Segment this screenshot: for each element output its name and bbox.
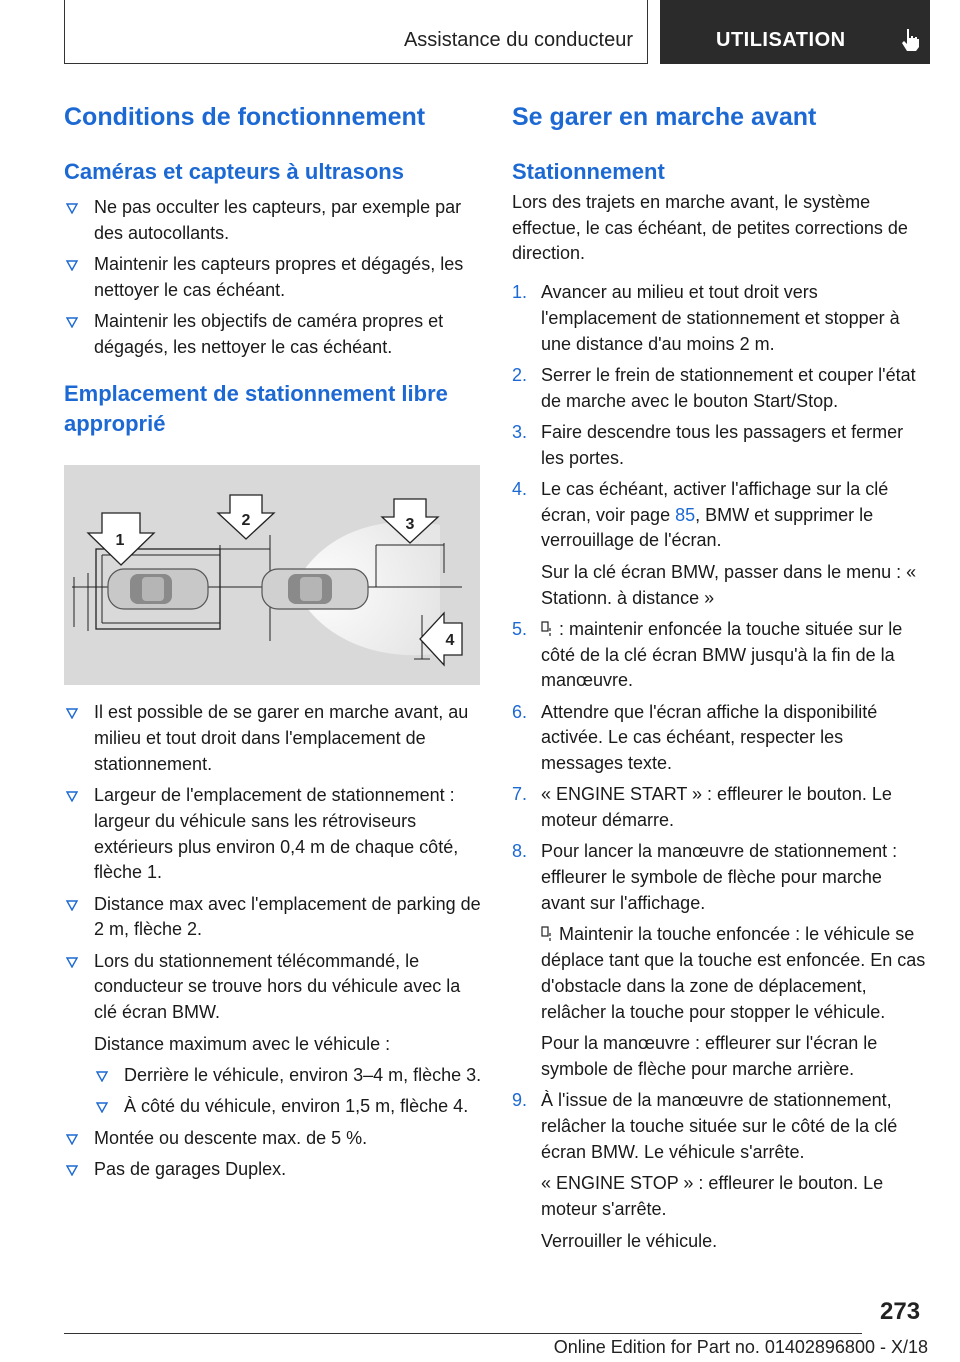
hand-pointer-icon	[898, 27, 922, 53]
bullet-triangle-icon	[66, 900, 78, 911]
subheading-parking: Stationnement	[512, 159, 665, 184]
bullet-triangle-icon	[66, 317, 78, 328]
header-section-box	[64, 0, 648, 64]
list-item: Derrière le véhicule, environ 3–4 m, flèche 3.	[94, 1063, 482, 1089]
key-button-icon	[541, 621, 553, 637]
subheading-cameras: Caméras et capteurs à ultrasons	[64, 159, 404, 184]
right-column	[512, 100, 928, 1260]
heading-conditions: Conditions de fonctionnement	[64, 103, 426, 131]
list-item: Largeur de l'emplacement de stationnement : largeur du véhicule sans les rétroviseurs extérieurs plus environ 0,4 m de chaque côté, flèche 1.	[64, 783, 482, 886]
step-note: Pour la manœuvre : effleurer sur l'écran le symbole de flèche pour marche arrière.	[541, 1033, 878, 1079]
step-item: 7. « ENGINE START » : effleurer le bouton. Le moteur démarre.	[512, 784, 892, 831]
bullet-triangle-icon	[66, 260, 78, 271]
step-item: 9. À l'issue de la manœuvre de stationnement, relâcher la touche située sur le côté de la clé écran BMW. Le véhicule s'arrête. « ENGINE STOP » : effleurer le bouton. Le moteur s'arrête. Verrouiller le véhicule.	[512, 1088, 928, 1254]
approaching-car	[262, 569, 368, 609]
step-item: 8. Pour lancer la manœuvre de stationnement : effleurer le symbole de flèche pour marche avant sur l'affichage. Maintenir la touche enfoncée : le véhicule se déplace tant que la touche est enfoncée. En cas d'obstacle dans la zone de déplacement, relâcher la touche pour stopper le véhicule. Pour la manœuvre : effleurer sur l'écran le symbole de flèche pour marche arrière.	[512, 839, 928, 1082]
list-item: Montée ou descente max. de 5 %.	[64, 1126, 482, 1152]
key-button-icon	[541, 926, 553, 942]
arrow-1-icon	[88, 513, 154, 565]
distance-intro: Distance maximum avec le véhicule :	[94, 1033, 391, 1054]
step-item: 4. Le cas échéant, activer l'affichage sur la clé écran, voir page 85, BMW et supprimer le verrouillage de l'écran. Sur la clé écran BMW, passer dans le menu : « Stationn. à distance »	[512, 477, 928, 612]
list-item: Il est possible de se garer en marche avant, au milieu et tout droit dans l'emplacement de stationnement.	[64, 700, 482, 777]
list-item: Maintenir les objectifs de caméra propres et dégagés, les nettoyer le cas échéant.	[64, 309, 482, 360]
intro-paragraph: Lors des trajets en marche avant, le système effectue, le cas échéant, de petites corrections de direction.	[512, 192, 908, 264]
svg-text:1: 1	[115, 532, 125, 550]
arrow-2-icon	[218, 495, 274, 539]
step-item: 3. Faire descendre tous les passagers et fermer les portes.	[512, 421, 904, 468]
step-item: 2. Serrer le frein de stationnement et couper l'état de marche avec le bouton Start/Stop.	[512, 364, 916, 411]
list-item: À côté du véhicule, environ 1,5 m, flèche 4.	[94, 1094, 482, 1120]
parking-conditions-list	[64, 700, 482, 1182]
bullet-triangle-icon	[96, 1102, 108, 1113]
step-item: 5. : maintenir enfoncée la touche située sur le côté de la clé écran BMW jusqu'à la fin de la manœuvre.	[512, 618, 903, 691]
chapter-title: UTILISATION	[716, 29, 846, 51]
step-item: 6. Attendre que l'écran affiche la disponibilité activée. Le cas échéant, respecter les messages texte.	[512, 701, 878, 774]
svg-text:4: 4	[445, 632, 455, 650]
list-item: Pas de garages Duplex.	[64, 1157, 482, 1183]
svg-text:2: 2	[241, 512, 251, 530]
parked-car	[108, 569, 208, 609]
list-item: Distance max avec l'emplacement de parking de 2 m, flèche 2.	[64, 892, 482, 943]
parking-diagram	[64, 465, 480, 685]
step-item: 1. Avancer au milieu et tout droit vers l'emplacement de stationnement et stopper à une distance d'au moins 2 m.	[512, 282, 900, 354]
header-chapter-box	[660, 0, 930, 64]
svg-text:3: 3	[405, 516, 415, 534]
list-item: Ne pas occulter les capteurs, par exemple par des autocollants.	[64, 195, 482, 246]
edition-footer: Online Edition for Part no. 01402896800 - X/18	[553, 1337, 928, 1357]
step-note: Maintenir la touche enfoncée : le véhicule se déplace tant que la touche est enfoncée. En cas d'obstacle dans la zone de déplacement, relâcher la touche pour stopper le véhicule.	[541, 924, 926, 1022]
heading-forward-parking: Se garer en marche avant	[512, 103, 817, 131]
section-title: Assistance du conducteur	[403, 29, 633, 51]
footer-divider	[64, 1333, 862, 1334]
bullet-triangle-icon	[66, 1134, 78, 1145]
bullet-triangle-icon	[66, 791, 78, 802]
page-link[interactable]: 85	[675, 504, 696, 525]
bullet-triangle-icon	[66, 708, 78, 719]
page-number: 273	[880, 1298, 921, 1325]
subheading-parking-space: Emplacement de stationnement libre approprié	[64, 381, 448, 437]
step-note: Verrouiller le véhicule.	[541, 1230, 718, 1251]
bullet-triangle-icon	[66, 957, 78, 968]
step-note: Sur la clé écran BMW, passer dans le menu : « Stationn. à distance »	[541, 561, 917, 608]
distance-sublist	[94, 1063, 482, 1120]
bullet-triangle-icon	[66, 1165, 78, 1176]
bullet-triangle-icon	[66, 203, 78, 214]
procedure-steps	[512, 280, 928, 1254]
list-item: Maintenir les capteurs propres et dégagés, les nettoyer le cas échéant.	[64, 252, 482, 303]
left-column	[64, 100, 482, 1188]
list-item: Lors du stationnement télécommandé, le conducteur se trouve hors du véhicule avec la clé écran BMW. Distance maximum avec le véhicule : Derrière le véhicule, environ 3–4 m, flèche 3. À côté du véhicule, environ 1,5 m, flèche 4.	[64, 949, 482, 1120]
step-note: « ENGINE STOP » : effleurer le bouton. Le moteur s'arrête.	[541, 1173, 884, 1220]
bullet-triangle-icon	[96, 1071, 108, 1082]
sensor-list	[64, 195, 482, 360]
